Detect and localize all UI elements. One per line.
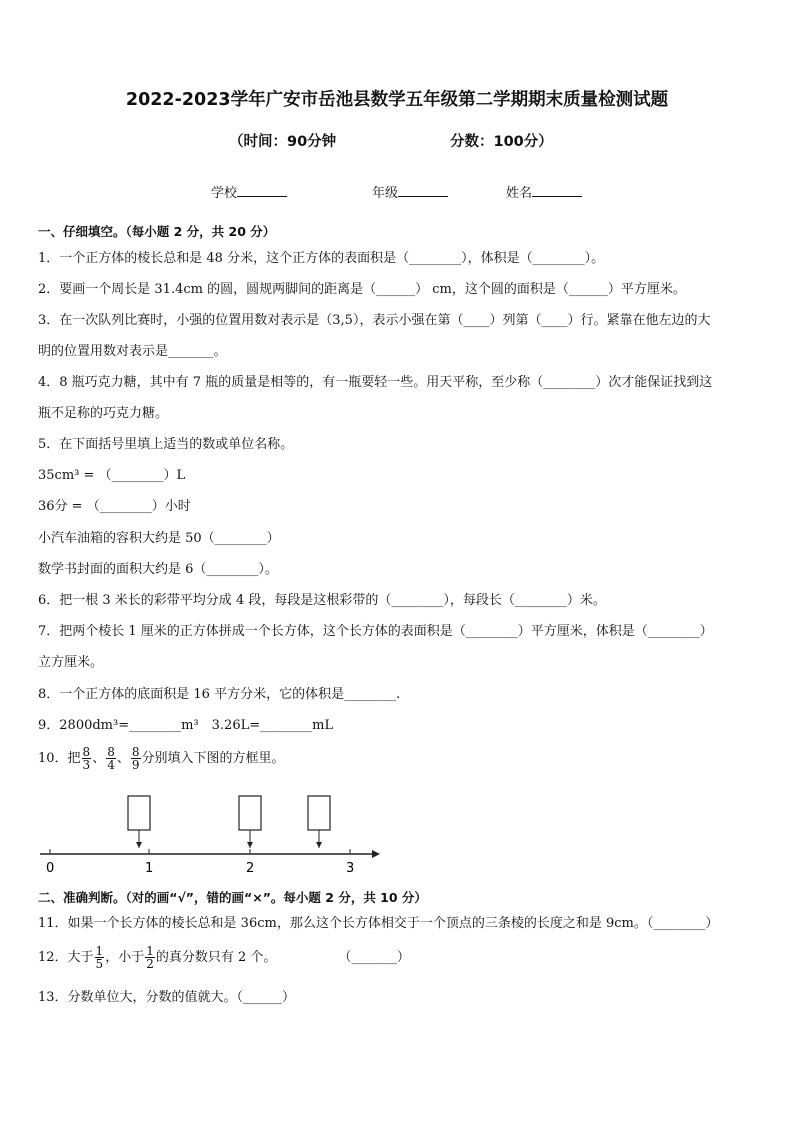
pointer-arrowhead-3 — [316, 842, 322, 848]
question-5: 5．在下面括号里填上适当的数或单位名称。 — [38, 437, 294, 452]
grade-field[interactable] — [372, 182, 448, 201]
question-3-line2: 明的位置用数对表示是_______。 — [38, 344, 227, 359]
school-label: 学校 — [211, 186, 238, 201]
name-field[interactable] — [506, 182, 582, 201]
name-label: 姓名 — [506, 186, 533, 201]
q10-sep: 、 — [116, 751, 130, 766]
question-5-c: 小汽车油箱的容积大约是 50（________） — [38, 531, 280, 546]
question-7-line2: 立方厘米。 — [38, 655, 104, 670]
section1-title: 一、仔细填空。（每小题 2 分，共 20 分） — [38, 224, 276, 239]
page-title: 2022-2023学年广安市岳池县数学五年级第二学期期末质量检测试题 — [125, 90, 669, 110]
fraction-denominator: 9 — [131, 758, 140, 772]
fraction-denominator: 5 — [95, 957, 104, 971]
answer-box-3[interactable] — [308, 796, 330, 830]
question-7-line1: 7．把两个棱长 1 厘米的正方体拼成一个长方体，这个长方体的表面积是（________）平方厘米，体积是（________） — [38, 624, 713, 639]
fraction-1-5 — [95, 945, 105, 970]
fraction-8-4 — [106, 746, 116, 771]
fraction-8-9 — [131, 746, 141, 771]
pointer-arrowhead-1 — [136, 842, 142, 848]
question-5-d: 数学书封面的面积大约是 6（________）。 — [38, 562, 278, 577]
question-12 — [38, 945, 410, 970]
fraction-denominator: 2 — [146, 957, 154, 971]
fraction-1-2 — [145, 945, 155, 970]
question-5-b: 36分 = （________）小时 — [38, 499, 191, 514]
fraction-numerator: 8 — [82, 745, 91, 759]
q12-prefix: 12．大于 — [38, 950, 94, 965]
question-2: 2．要画一个周长是 31.4cm 的圆，圆规两脚间的距离是（______） cm，这个圆的面积是（______）平方厘米。 — [38, 282, 686, 297]
fraction-8-3 — [82, 746, 92, 771]
fraction-numerator: 8 — [107, 745, 115, 759]
school-field[interactable] — [211, 182, 287, 201]
fraction-numerator: 8 — [131, 745, 140, 759]
question-3-line1: 3．在一次队列比赛时，小强的位置用数对表示是（3,5），表示小强在第（____）列第（____）行。紧靠在他左边的大 — [38, 313, 711, 328]
q12-suffix: 的真分数只有 2 个。 — [155, 950, 277, 965]
number-line-arrowhead — [372, 850, 380, 858]
question-13: 13．分数单位大，分数的值就大。（______） — [38, 990, 296, 1005]
exam-score: 分数：100分） — [450, 134, 553, 150]
name-blank[interactable] — [532, 182, 582, 197]
pointer-arrowhead-2 — [247, 842, 253, 848]
tick-label-3: 3 — [346, 861, 355, 876]
exam-time: （时间：90分钟 — [229, 134, 337, 150]
tick-label-2: 2 — [246, 861, 255, 876]
question-6: 6．把一根 3 米长的彩带平均分成 4 段，每段是这根彩带的（________），每段长（________）米。 — [38, 593, 606, 608]
answer-box-2[interactable] — [239, 796, 261, 830]
q12-mid: ，小于 — [105, 950, 145, 965]
question-8: 8．一个正方体的底面积是 16 平方分米，它的体积是________. — [38, 687, 401, 702]
question-11: 11．如果一个长方体的棱长总和是 36cm，那么这个长方体相交于一个顶点的三条棱的长度之和是 9cm。（________） — [38, 916, 719, 931]
section2-title: 二、准确判断。（对的画“√”，错的画“×”。每小题 2 分，共 10 分） — [38, 890, 427, 905]
question-9: 9．2800dm³=________m³ 3.26L=________mL — [38, 718, 334, 733]
grade-blank[interactable] — [398, 182, 448, 197]
fraction-numerator: 1 — [95, 944, 104, 958]
question-4-line1: 4．8 瓶巧克力糖，其中有 7 瓶的质量是相等的，有一瓶要轻一些。用天平称，至少称（________）次才能保证找到这 — [38, 375, 713, 390]
question-4-line2: 瓶不足称的巧克力糖。 — [38, 406, 169, 421]
tick-label-1: 1 — [145, 861, 154, 876]
school-blank[interactable] — [237, 182, 287, 197]
question-1: 1．一个正方体的棱长总和是 48 分米，这个正方体的表面积是（________），体积是（________）。 — [38, 251, 605, 266]
q10-suffix: 分别填入下图的方框里。 — [141, 751, 285, 766]
answer-box-1[interactable] — [128, 796, 150, 830]
fraction-numerator: 1 — [146, 944, 154, 958]
fraction-denominator: 3 — [82, 758, 91, 772]
question-10 — [38, 746, 285, 771]
q12-answer-blank[interactable]: （_______） — [338, 950, 410, 965]
fraction-denominator: 4 — [107, 758, 115, 772]
number-line-figure — [36, 790, 386, 880]
q10-sep: 、 — [92, 751, 106, 766]
grade-label: 年级 — [372, 186, 399, 201]
tick-label-0: 0 — [46, 861, 55, 876]
q10-prefix: 10．把 — [38, 751, 81, 766]
question-5-a: 35cm³ = （________）L — [38, 468, 186, 483]
